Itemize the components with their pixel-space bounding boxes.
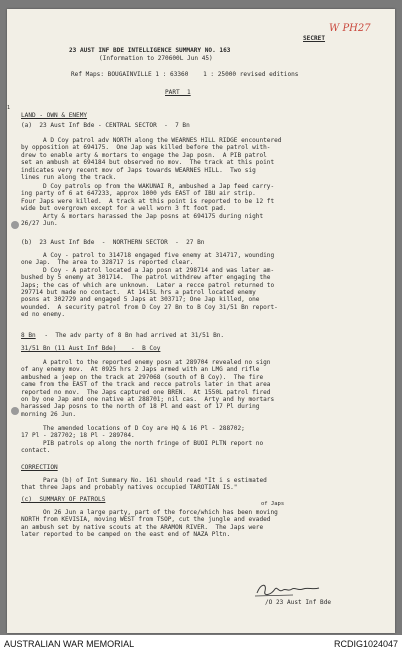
text-line: later reported to be camped on the east end of NAZA Pltn.: [21, 531, 231, 539]
text-line: drew to enable arty & mortars to engage the Jap posn. A PIB patrol: [21, 151, 267, 159]
archive-footer: [0, 635, 402, 654]
text-line: 297714 but made no contact. At 1415L hrs a patrol located enemy: [21, 289, 256, 297]
archive-name: AUSTRALIAN WAR MEMORIAL: [4, 639, 135, 649]
section-heading-land: LAND - OWN & ENEMY: [21, 112, 88, 119]
text-line: Para (b) of Int Summary No. 161 should read "It i s estimated: [21, 477, 267, 484]
paragraph-31-51bn-2: [21, 425, 367, 455]
text-line: on by one Jap and one native at 288701; nil cas. Arty and hy mortars: [21, 396, 275, 404]
text-line: bushed by 5 enemy at 301714. The patrol withdrew after engaging the: [21, 274, 271, 282]
handwritten-signature: [253, 581, 323, 599]
text-line: Four Japs were killed. A track at this point is reported to be 12 ft: [21, 197, 275, 205]
text-line: D Coy patrols op from the WAKUNAI R, ambushed a Jap feed carry-: [21, 183, 275, 190]
archive-id: RCDIG1024047: [333, 639, 398, 649]
text-line: indicates very recent mov of Japs towards WEARNES HILL. Two sig: [21, 166, 256, 174]
paragraph-7bn-2: [21, 183, 367, 227]
text-line: reported no mov. The Japs captured one BREN. At 1550L patrol fired: [21, 388, 271, 396]
paragraph-correction: [21, 477, 367, 492]
text-line: A Coy - patrol to 314718 engaged five enemy at 314717, wounding: [21, 252, 275, 259]
text-line: D Coy - A patrol located a Jap posn at 298714 and was later am-: [21, 266, 275, 274]
text-line: The amended locations of D Coy are HQ & 16 Pl - 288702;: [21, 425, 245, 432]
text-line: NORTH from KEVISIA, moving WEST from TSOP, cut the jungle and evaded: [21, 516, 271, 524]
paragraph-31-51bn-1: [21, 359, 367, 418]
paragraph-patrols: [21, 509, 367, 539]
ref-maps: Ref Maps: BOUGAINVILLE 1 : 63360 1 : 25000 revised editions: [71, 71, 299, 78]
summary-subtitle: (Information to 270600L Jun 45): [99, 55, 213, 62]
margin-mark: 1: [7, 105, 11, 111]
handwritten-annotation: W PH27: [329, 23, 371, 34]
31-51bn-heading: 31/51 Bn (11 Aust Inf Bde) - B Coy: [21, 345, 161, 352]
text-line: posns at 302729 and engaged 5 Japs at 303717; One Jap killed, one: [21, 296, 260, 304]
text-line: On 26 Jun a large party, part of the force/which has been moving: [21, 509, 278, 516]
text-line: by opposition at 694175. One Jap was killed before the patrol with-: [21, 144, 271, 152]
text-line: PIB patrols op along the north fringe of BUOI PLTN report no: [21, 439, 264, 447]
punch-hole: [11, 407, 19, 415]
correction-heading: CORRECTION: [21, 464, 58, 471]
text-line: 17 Pl - 287702; 18 Pl - 289704.: [21, 432, 135, 440]
summary-of-patrols-heading: (c) SUMMARY OF PATROLS: [21, 496, 106, 503]
paragraph-27bn: [21, 252, 367, 319]
text-line: Arty & mortars harassed the Jap posns at 694175 during night: [21, 212, 264, 220]
text-line: A patrol to the reported enemy posn at 289704 revealed no sign: [21, 359, 271, 366]
text-line: A D Coy patrol adv NORTH along the WEARNES HILL RIDGE encountered: [21, 137, 282, 144]
secret-label: SECRET: [303, 35, 326, 42]
text-line: that three Japs and probably natives occupied TAROTIAN IS.": [21, 484, 238, 492]
signature-block: /O 23 Aust Inf Bde: [265, 599, 332, 606]
text-line: one Jap. The area to 328717 is reported clear.: [21, 259, 194, 267]
text-line: morning 26 Jun.: [21, 410, 77, 418]
8bn-label: 8 Bn: [21, 332, 36, 339]
text-line: came from the EAST of the track and recce patrols later in that area: [21, 381, 271, 389]
document-page: [7, 9, 395, 633]
summary-title: 23 AUST INF BDE INTELLIGENCE SUMMARY NO. 163: [69, 47, 231, 54]
part-heading: PART 1: [165, 89, 191, 96]
text-line: Japs; the cas of which are unknown. Later a recce patrol returned to: [21, 281, 275, 289]
text-line: 26/27 Jun.: [21, 220, 58, 228]
text-line: wounded. A security patrol from D Coy 27 Bn to B Coy 31/51 Bn report-: [21, 303, 278, 311]
text-line: ed no enemy.: [21, 311, 66, 319]
text-line: ambushed a jeep on the track at 297068 (south of B Coy). The fire: [21, 373, 264, 381]
text-line: contact.: [21, 447, 51, 455]
text-line: wide but overgrown except for a well worn 3 ft foot pad.: [21, 205, 227, 213]
text-line: of any enemy mov. At 0925 hrs 2 Japs armed with an LMG and rifle: [21, 366, 260, 374]
8bn-text: - The adv party of 8 Bn had arrived at 31/51 Bn.: [37, 332, 225, 339]
text-line: set an ambush at 694184 but observed no mov. The track at this point: [21, 159, 275, 167]
text-line: ing party of 6 at 647233, approx 1000 yds EAST of IBU air strip.: [21, 190, 256, 198]
text-line: lines run along the track.: [21, 174, 117, 182]
punch-hole: [11, 221, 19, 229]
paragraph-7bn-1: [21, 137, 367, 181]
subsection-b-heading: (b) 23 Aust Inf Bde - NORTHERN SECTOR - 27 Bn: [21, 239, 205, 246]
text-line: an ambush set by native scouts at the ARAMON RIVER. The Japs were: [21, 523, 264, 531]
text-line: harassed Jap posns to the north of 18 Pl and east of 17 Pl during: [21, 403, 260, 411]
inserted-text: of Japs: [261, 501, 285, 507]
subsection-a-heading: (a) 23 Aust Inf Bde - CENTRAL SECTOR - 7 Bn: [21, 122, 190, 129]
